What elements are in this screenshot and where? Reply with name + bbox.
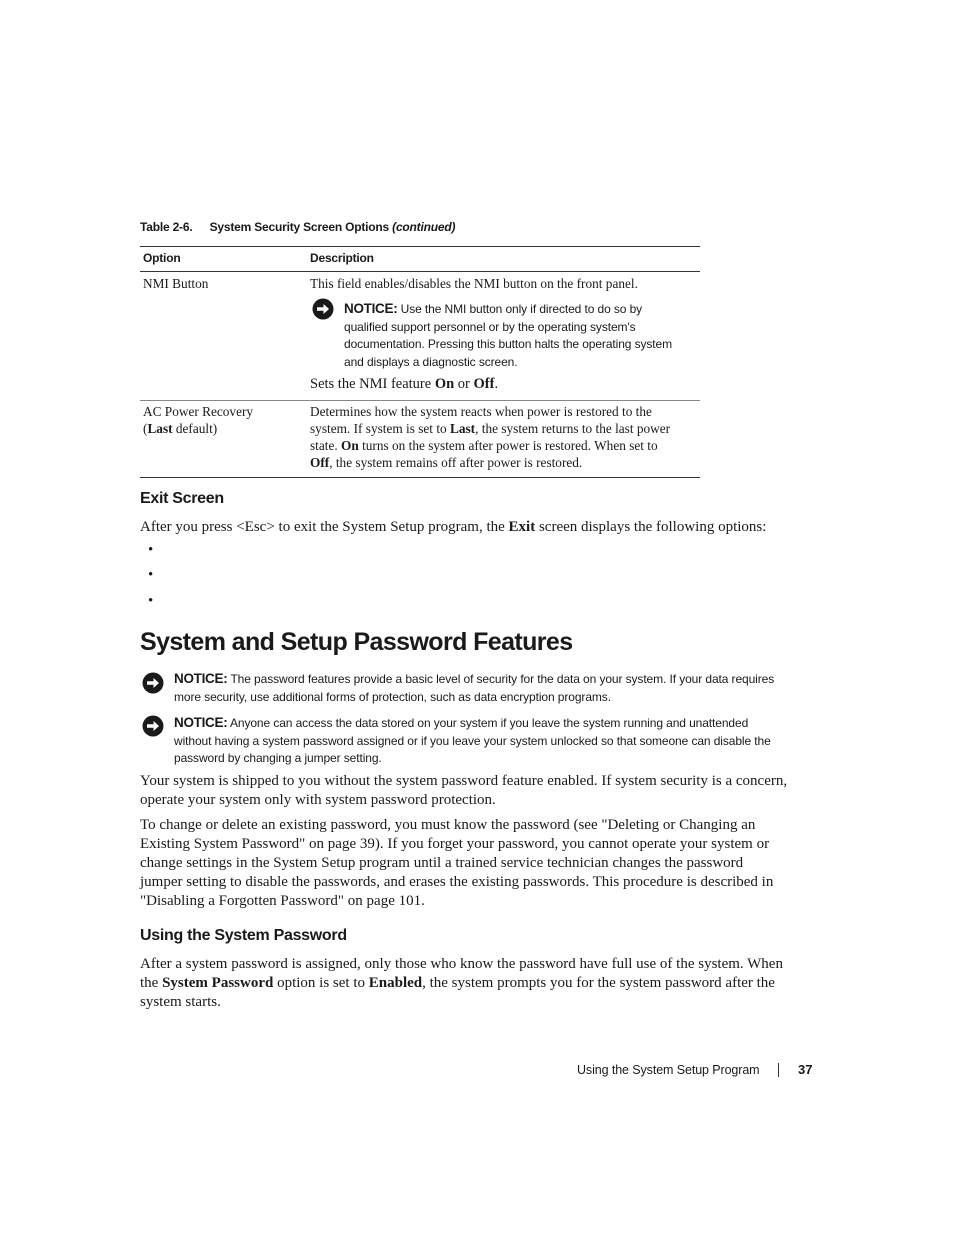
notice-line: qualified support personnel or by the operating system's xyxy=(344,319,636,334)
table-caption xyxy=(140,220,455,234)
table-continued: (continued) xyxy=(392,220,456,234)
using-password-heading: Using the System Password xyxy=(140,927,347,944)
exit-screen-text xyxy=(140,518,820,537)
table-top-rule xyxy=(140,246,700,247)
option-ac-power-recovery xyxy=(143,403,253,437)
value-last: Last xyxy=(147,421,173,436)
footer-chapter-title: Using the System Setup Program xyxy=(577,1063,760,1077)
value-on: On xyxy=(341,438,359,453)
value-off: Off xyxy=(310,455,330,470)
table-bottom-rule xyxy=(140,477,700,478)
table-header-rule xyxy=(140,271,700,272)
footer-page-number: 37 xyxy=(798,1062,813,1077)
table-title: System Security Screen Options xyxy=(209,220,390,234)
notice-line: Use the NMI button only if directed to do so by xyxy=(400,302,643,316)
text-run: turns on the system after power is restored. When set to xyxy=(358,438,658,453)
para-line: After a system password is assigned, only those who know the password have full use of the system. When xyxy=(140,956,783,972)
desc-line xyxy=(310,454,670,471)
option-nmi-button: NMI Button xyxy=(143,276,209,291)
text-run: . xyxy=(494,376,499,392)
footer-separator xyxy=(778,1063,779,1077)
text-run: system. If system is set to xyxy=(310,421,450,436)
text-run: Sets the NMI feature xyxy=(310,376,435,392)
using-password-paragraph xyxy=(140,955,820,1012)
value-last: Last xyxy=(449,421,476,436)
system-password-bold: System Password xyxy=(162,975,274,991)
para-line: To change or delete an existing password, you must know the password (see "Deleting or Changing an xyxy=(140,817,756,833)
para-line: operate your system only with system password protection. xyxy=(140,792,496,808)
notice-line: and displays a diagnostic screen. xyxy=(344,354,518,369)
para-line: "Disabling a Forgotten Password" on page 101. xyxy=(140,893,425,909)
notice-line: without having a system password assigned or if you leave your system unlocked so that someone can disable the xyxy=(174,733,771,748)
para-line: Existing System Password" on page 39). If you forget your password, you cannot operate your system or xyxy=(140,836,770,852)
text-run: , the system returns to the last power xyxy=(475,421,671,436)
text-run: the xyxy=(140,975,163,991)
para-line: Your system is shipped to you without the system password feature enabled. If system security is a concern, xyxy=(140,773,788,789)
ac-power-description xyxy=(310,403,670,471)
notice-label: NOTICE: xyxy=(344,301,398,316)
text-run: state. xyxy=(310,438,342,453)
text-run: , the system prompts you for the system password after the xyxy=(422,975,775,991)
exit-screen-heading: Exit Screen xyxy=(140,490,224,507)
table-number: Table 2-6. xyxy=(140,220,193,234)
desc-line xyxy=(310,420,670,437)
notice-label: NOTICE: xyxy=(174,715,228,730)
text-run: or xyxy=(454,376,474,392)
enabled-bold: Enabled xyxy=(368,975,423,991)
para-line: jumper setting to disable the passwords, and erases the existing passwords. This procedure is described in xyxy=(140,874,774,890)
notice-icon xyxy=(312,298,334,320)
text-run: default) xyxy=(172,421,218,436)
notice-line: Anyone can access the data stored on your system if you leave the system running and unattended xyxy=(229,716,749,730)
option-line: AC Power Recovery xyxy=(143,404,254,419)
desc-line xyxy=(310,437,670,454)
notice-label: NOTICE: xyxy=(174,671,228,686)
header-description: Description xyxy=(310,251,374,265)
password-notice-1 xyxy=(174,670,774,706)
notice-line: The password features provide a basic level of security for the data on your system. If your data requires xyxy=(230,672,775,686)
bullet-item: • xyxy=(148,567,154,583)
notice-line: more security, use additional forms of protection, such as data encryption programs. xyxy=(174,689,611,704)
password-paragraph-2 xyxy=(140,816,820,911)
para-line: system starts. xyxy=(140,994,221,1010)
password-paragraph-1 xyxy=(140,772,820,810)
notice-line: password by changing a jumper setting. xyxy=(174,751,382,765)
para-line: change settings in the System Setup program until a trained service technician changes the password xyxy=(140,855,744,871)
exit-bold: Exit xyxy=(508,519,536,535)
desc-line: Determines how the system reacts when power is restored to the xyxy=(310,404,652,419)
value-on: On xyxy=(434,376,455,392)
password-notice-2 xyxy=(174,714,771,768)
bullet-item: • xyxy=(148,593,154,609)
bullet-item: • xyxy=(148,542,154,558)
value-off: Off xyxy=(473,376,495,392)
text-run: ( xyxy=(143,421,148,436)
notice-icon xyxy=(142,715,164,737)
header-option: Option xyxy=(143,251,181,265)
notice-line: documentation. Pressing this button halts the operating system xyxy=(344,337,672,351)
para-line xyxy=(140,974,820,993)
text-run: option is set to xyxy=(273,975,369,991)
nmi-notice xyxy=(344,300,672,371)
option-line xyxy=(143,420,253,437)
password-features-heading: System and Setup Password Features xyxy=(140,628,573,656)
notice-icon xyxy=(142,672,164,694)
nmi-setting-text xyxy=(310,376,498,393)
table-row-divider xyxy=(140,400,700,401)
text-run: screen displays the following options: xyxy=(535,519,767,535)
nmi-description: This field enables/disables the NMI button on the front panel. xyxy=(310,276,638,291)
text-run: After you press <Esc> to exit the System Setup program, the xyxy=(140,519,509,535)
text-run: , the system remains off after power is restored. xyxy=(329,455,583,470)
